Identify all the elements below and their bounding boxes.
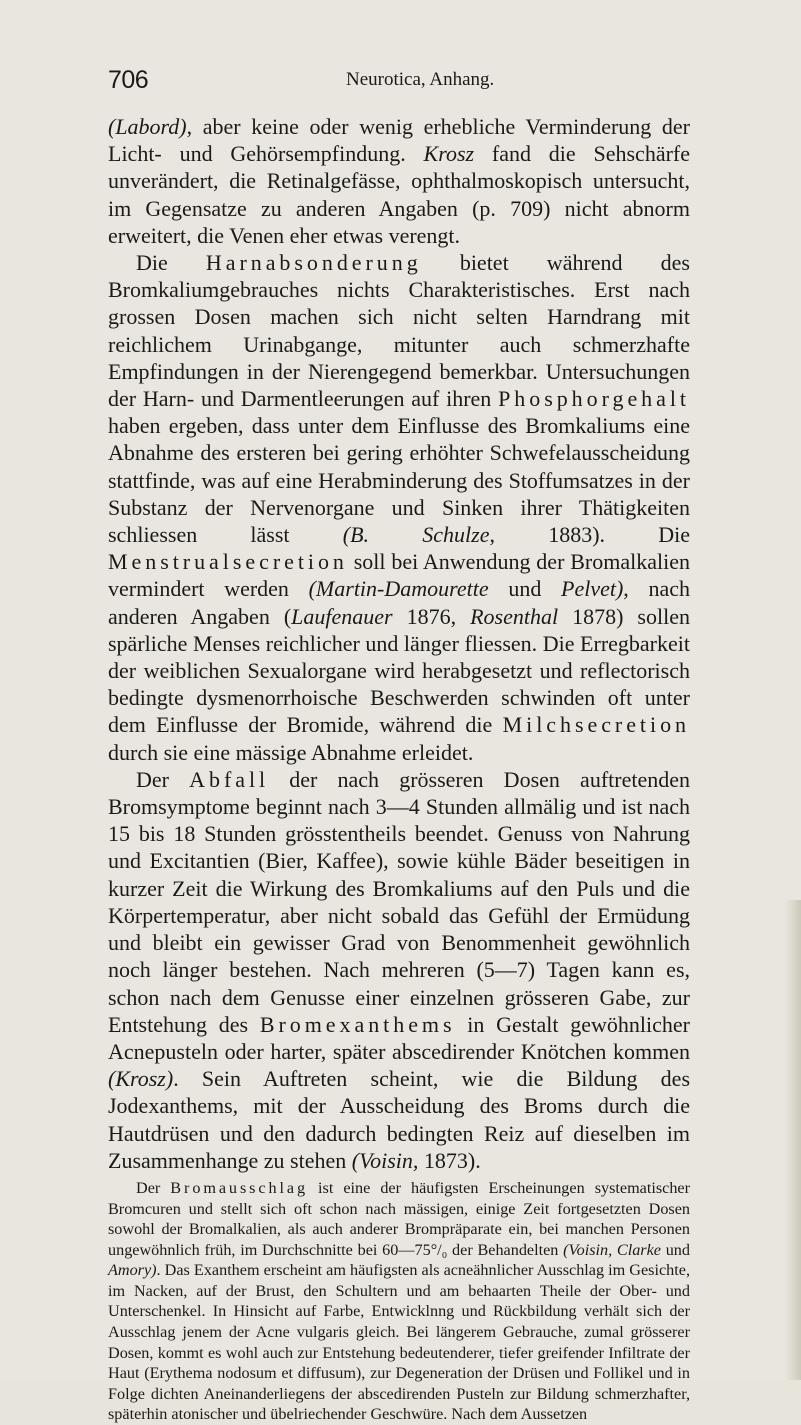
spaced-term: Phosphorgehalt	[498, 386, 690, 412]
body-text: fand die Sehschärfe unverändert, die Retinalgefässe, ophthalmoskopisch untersucht, im Gegensatze zu anderen Angaben (p. 709) nicht abnorm erweitert, die Venen eher etwas verengt.	[108, 141, 690, 248]
body-text: der nach grösseren Dosen auftretenden Bromsymptome beginnt nach 3—4 Stunden allmälig und ist nach 15 bis 18 Stunden grösstentheils beendet. Genuss von Nahrung und Excitantien (Bier, Kaffee), sowie kühle Bäder beseitigen in kurzer Zeit die Wirkung des Bromkaliums auf den Puls und die Körpertemperatur, aber nicht sobald das Gefühl der Ermüdung und bleibt ein gewisser Grad von Benommenheit gewöhnlich noch länger bestehen. Nach mehreren (5—7) Tagen kann es, schon nach dem Genusse einer einzelnen grösseren Gabe, zur Entstehung des	[108, 766, 690, 1037]
citation-text: Laufenauer	[291, 603, 393, 629]
body-text: , aber keine oder wenig erhebliche Verminderung der Licht- und Gehörsempfindung.	[108, 114, 690, 167]
body-text: Die	[136, 250, 206, 276]
body-text: 1876,	[392, 603, 471, 629]
citation-text: (Voisin, Clarke	[563, 1240, 661, 1259]
spaced-term: Harnabsonderung	[205, 250, 422, 276]
paragraph-abfall	[108, 766, 690, 1174]
citation-text: Krosz	[423, 141, 475, 167]
body-text: haben ergeben, dass unter dem Einflusse des Bromkaliums eine Abnahme des ersteren bei gering erhöhter Schwefelausscheidung stattfinde, was auf eine Herabminderung des Stoffumsatzes in der Substanz der Nervenorgane und Sinken ihrer Thätigkeiten schliessen lässt	[108, 413, 690, 548]
body-text: 1873).	[418, 1147, 481, 1173]
body-text: 1878) sollen spärliche Menses reichlicher und länger fliessen. Die Erregbarkeit der weiblichen Sexualorgane wird herabgesetzt und reflectorisch bedingte dysmenorrhoische Beschwerden schwinden oft unter dem Einflusse der Bromide, während die	[108, 603, 690, 738]
body-text: ist eine der häufigsten Erscheinungen systematischer Bromcuren und stellt sich oft schon nach mässigen, einige Zeit fortgesetzten Dosen sowohl der Bromalkalien, als auch anderer Brompräparate ein, bei manchen Personen ungewöhnlich früh, im Durchschnitte bei 60—75°/₀ der Behandelten	[108, 1178, 690, 1259]
paragraph-harnabsonderung	[108, 249, 690, 766]
spaced-term: Menstrualsecretion	[108, 549, 348, 575]
body-text: soll bei Anwendung der Bromalkalien vermindert werden	[108, 549, 690, 602]
body-text: in Gestalt gewöhnlicher Acnepusteln oder harter, später abscedirender Knötchen kommen	[108, 1011, 690, 1064]
body-text: durch sie eine mässige Abnahme erleidet.	[108, 739, 474, 765]
body-text: , nach anderen Angaben (	[108, 576, 690, 629]
body-text: . Das Exanthem erscheint am häufigsten als acneähnlicher Ausschlag im Gesichte, im Nacken, auf der Brust, den Schultern und am behaarten Theile der Ober- und Unterschenkel. In Hinsicht auf Farbe, Entwicklnng und Rückbildung verhält sich der Ausschlag jenem der Acne vulgaris gleich. Bei längerem Gebrauche, zumal grösserer Dosen, kommt es wohl auch zur Entstehung bedeutenderer, tiefer greifender Infiltrate der Haut (Erythema nodosum et diffusum), zur Degeneration der Drüsen und Follikel und in Folge dichten Aneinanderliegens der abscedirenden Pusteln zur Bildung schmerzhafter, späterhin atonischer und übelriechender Geschwüre. Nach dem Aussetzen	[108, 1261, 690, 1424]
body-text: und	[488, 576, 561, 602]
spaced-term: Bromexanthems	[259, 1011, 456, 1037]
body-text: Der	[136, 1178, 171, 1197]
citation-text: Amory)	[108, 1261, 157, 1280]
paragraph-bromausschlag-note	[108, 1178, 690, 1425]
citation-text: Pelvet)	[561, 576, 624, 602]
citation-text: (B. Schulze	[342, 522, 490, 548]
citation-text: (Krosz)	[108, 1066, 174, 1092]
citation-text: (Martin-Damourette	[308, 576, 489, 602]
page-body	[108, 113, 690, 1425]
spaced-term: Abfall	[189, 766, 270, 792]
citation-text: Rosenthal	[470, 603, 559, 629]
body-text: bietet während des Bromkaliumgebrauches nichts Charakteristisches. Erst nach grossen Dosen machen sich nicht selten Harndrang mit reichlichem Urinabgange, mitunter auch schmerzhafte Empfindungen in der Nierengegend bemerkbar. Untersuchungen der Harn- und Darmentleerungen auf ihren	[108, 250, 690, 412]
page-edge-shadow	[785, 900, 801, 1380]
citation-text: (Voisin,	[351, 1147, 419, 1173]
spaced-term: Bromausschlag	[170, 1178, 309, 1197]
page-number: 706	[108, 66, 149, 94]
body-text: Der	[136, 766, 190, 792]
paragraph-labord	[108, 113, 690, 249]
body-text: . Sein Auftreten scheint, wie die Bildung des Jodexanthems, mit der Ausscheidung des Broms durch die Hautdrüsen und den dadurch bedingten Reiz auf dieselben im Zusammenhange zu stehen	[108, 1066, 690, 1173]
body-text: und	[660, 1240, 690, 1259]
running-head	[108, 66, 686, 100]
running-title: Neurotica, Anhang.	[346, 69, 495, 90]
body-text: , 1883). Die	[489, 522, 691, 548]
citation-text: (Labord)	[108, 114, 187, 139]
spaced-term: Milchsecretion	[502, 712, 690, 738]
